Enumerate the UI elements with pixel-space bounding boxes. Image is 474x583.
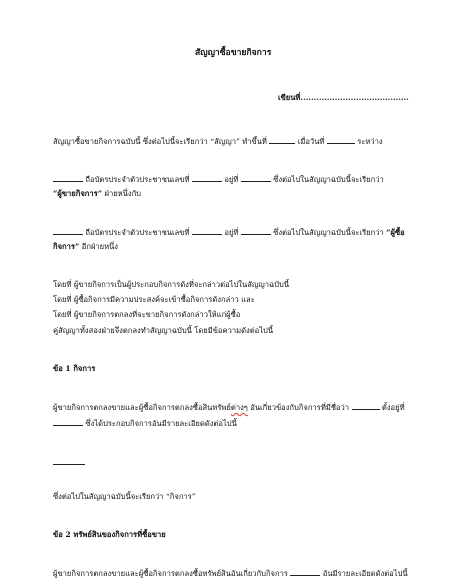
text: ถือบัตรประจำตัวประชาชนเลขที่ bbox=[85, 228, 190, 237]
text: ซึ่งได้ประกอบกิจการอันมีรายละเอียดดังต่อไปนี้ bbox=[85, 419, 237, 428]
buyer-term-part2: กิจการ” bbox=[53, 242, 80, 251]
spellcheck-word: ต่างๆ bbox=[230, 403, 248, 412]
blank-seller-address bbox=[241, 174, 271, 182]
text: ระหว่าง bbox=[357, 137, 383, 146]
document-title: สัญญาซื้อขายกิจการ bbox=[195, 48, 272, 58]
buyer-term-part1: “ผู้ซื้อ bbox=[386, 228, 405, 237]
paragraph-buyer-line2 bbox=[53, 242, 118, 251]
paragraph-buyer-line1 bbox=[53, 227, 405, 237]
seller-term: “ผู้ขายกิจการ” bbox=[53, 189, 103, 198]
blank-buyer-name bbox=[53, 227, 83, 235]
text: อันมีรายละเอียดดังต่อไปนี้ bbox=[322, 569, 408, 578]
text: ถือบัตรประจำตัวประชาชนเลขที่ bbox=[85, 175, 190, 184]
clause2-line1 bbox=[53, 568, 408, 578]
recital-1: โดยที่ ผู้ขายกิจการเป็นผู้ประกอบกิจการดังที่จะกล่าวต่อไปในสัญญาฉบับนี้ bbox=[53, 280, 290, 289]
clause1-detail-blank bbox=[53, 457, 85, 467]
recital-2: โดยที่ ผู้ซื้อกิจการมีความประสงค์จะเข้าซื้อกิจการดังกล่าว และ bbox=[53, 295, 255, 304]
recital-3: โดยที่ ผู้ขายกิจการตกลงที่จะขายกิจการดังกล่าวให้แก่ผู้ซื้อ bbox=[53, 310, 241, 319]
blank-business-name bbox=[352, 402, 380, 410]
clause1-line2 bbox=[53, 418, 237, 428]
clause1-line1 bbox=[53, 402, 405, 412]
blank-assets bbox=[290, 568, 320, 576]
written-at: เขียนที่......................................... bbox=[278, 93, 409, 102]
text: อยู่ที่ bbox=[224, 175, 239, 184]
text: อยู่ที่ bbox=[224, 228, 239, 237]
clause1-heading: ข้อ 1 กิจการ bbox=[53, 364, 96, 373]
text: ฝ่ายหนึ่งกับ bbox=[104, 189, 141, 198]
text: ซึ่งต่อไปในสัญญาฉบับนี้จะเรียกว่า bbox=[273, 175, 384, 184]
text: ผู้ขายกิจการตกลงขายและผู้ซื้อกิจการตกลงซื้อสินทรัพย์ bbox=[53, 403, 231, 412]
blank-place bbox=[269, 136, 295, 144]
recital-4: คู่สัญญาทั้งสองฝ่ายจึงตกลงทำสัญญาฉบับนี้ โดยมีข้อความดังต่อไปนี้ bbox=[53, 326, 274, 335]
blank-buyer-address bbox=[241, 227, 271, 235]
blank-buyer-id bbox=[192, 227, 222, 235]
paragraph-parties-intro bbox=[53, 136, 383, 146]
blank-seller-id bbox=[192, 174, 222, 182]
paragraph-seller-line2 bbox=[53, 189, 141, 198]
text: สัญญาซื้อขายกิจการฉบับนี้ ซึ่งต่อไปนี้จะเรียกว่า “สัญญา” ทำขึ้นที่ bbox=[53, 137, 267, 146]
text: เมื่อวันที่ bbox=[297, 137, 325, 146]
text: ซึ่งต่อไปในสัญญาฉบับนี้จะเรียกว่า bbox=[273, 228, 384, 237]
blank-business-address bbox=[53, 418, 83, 426]
text: อีกฝ่ายหนึ่ง bbox=[81, 242, 119, 251]
paragraph-seller-line1 bbox=[53, 174, 384, 184]
blank-seller-name bbox=[53, 174, 83, 182]
clause2-heading: ข้อ 2 ทรัพย์สินของกิจการที่ซื้อขาย bbox=[53, 530, 166, 539]
blank-date bbox=[327, 136, 355, 144]
text: อันเกี่ยวข้องกับกิจการที่มีชื่อว่า bbox=[250, 403, 350, 412]
text: ตั้งอยู่ที่ bbox=[381, 403, 405, 412]
text: ผู้ขายกิจการตกลงขายและผู้ซื้อกิจการตกลงซื้อทรัพย์สินอันเกี่ยวกับกิจการ bbox=[53, 569, 288, 578]
blank-business-details bbox=[53, 457, 85, 465]
clause1-line3: ซึ่งต่อไปในสัญญาฉบับนี้จะเรียกว่า “กิจการ” bbox=[53, 492, 196, 501]
